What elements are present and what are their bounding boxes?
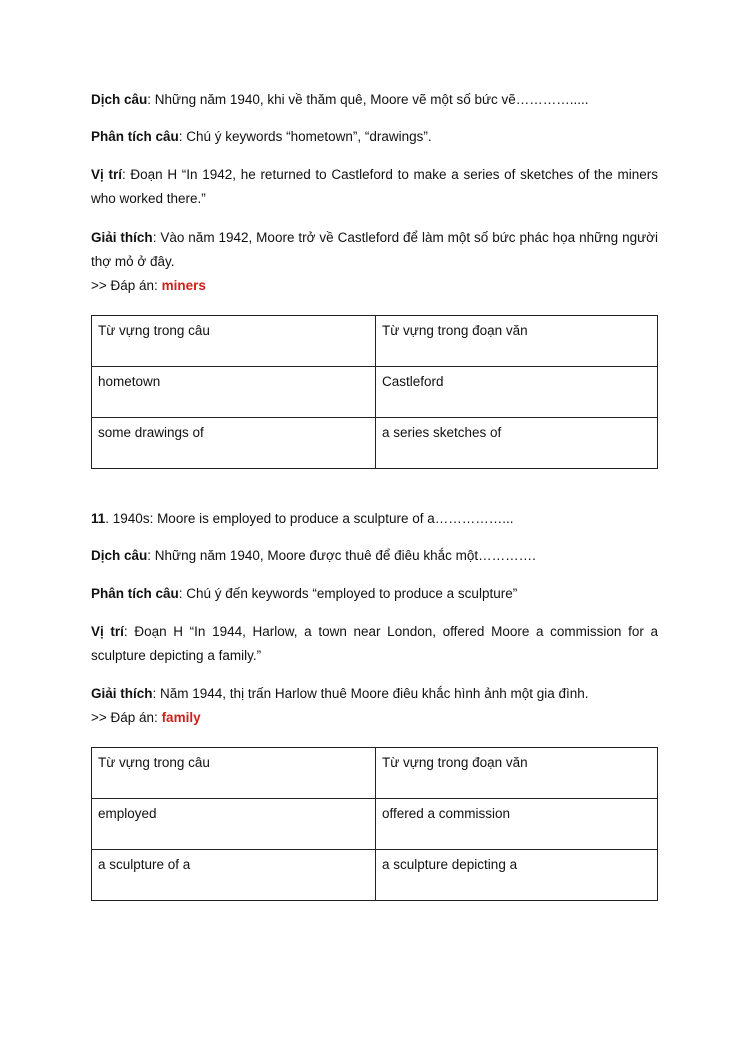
question-line [91, 507, 658, 531]
location-line [91, 163, 658, 211]
analysis-label: Phân tích câu [91, 586, 179, 601]
explanation-text: : Năm 1944, thị trấn Harlow thuê Moore điêu khắc hình ảnh một gia đình. [152, 686, 589, 701]
answer-value: family [161, 710, 201, 725]
table-header-cell: Từ vựng trong đoạn văn [376, 748, 658, 799]
table-cell: offered a commission [376, 799, 658, 850]
table-header-cell: Từ vựng trong câu [92, 316, 376, 367]
analysis-text: : Chú ý keywords “hometown”, “drawings”. [178, 129, 432, 144]
answer-prefix: >> Đáp án: [91, 278, 162, 293]
answer-value: miners [161, 278, 206, 293]
vocab-table [91, 315, 658, 469]
analysis-text: : Chú ý đến keywords “employed to produce a sculpture” [178, 586, 518, 601]
table-cell: employed [92, 799, 376, 850]
table-cell: a sculpture depicting a [376, 850, 658, 901]
table-row [92, 418, 658, 469]
location-text: : Đoạn H “In 1944, Harlow, a town near London, offered Moore a commission for a sculpture depicting a family.” [91, 624, 659, 663]
table-header-cell: Từ vựng trong câu [92, 748, 376, 799]
answer-line [91, 706, 658, 730]
translation-line [91, 88, 658, 112]
question-text: . 1940s: Moore is employed to produce a sculpture of a……………... [105, 511, 514, 526]
table-header-row [92, 748, 658, 799]
analysis-line [91, 582, 658, 606]
table-cell: Castleford [376, 367, 658, 418]
answer-line [91, 274, 658, 298]
location-line [91, 620, 658, 668]
question-number: 11 [91, 511, 106, 526]
table-header-cell: Từ vựng trong đoạn văn [376, 316, 658, 367]
translation-label: Dịch câu [91, 548, 148, 563]
explanation-label: Giải thích [91, 230, 153, 245]
explanation-line [91, 682, 658, 706]
translation-text: : Những năm 1940, Moore được thuê để điêu khắc một…………. [147, 548, 536, 563]
explanation-label: Giải thích [91, 686, 153, 701]
table-row [92, 367, 658, 418]
location-label: Vị trí [91, 624, 124, 639]
table-cell: a series sketches of [376, 418, 658, 469]
table-cell: a sculpture of a [92, 850, 376, 901]
location-text: : Đoạn H “In 1942, he returned to Castleford to make a series of sketches of the miners who worked there.” [91, 167, 658, 206]
vocab-table [91, 747, 658, 901]
table-row [92, 799, 658, 850]
table-header-row [92, 316, 658, 367]
analysis-line [91, 125, 658, 149]
explanation-line [91, 226, 658, 274]
location-label: Vị trí [91, 167, 122, 182]
translation-text: : Những năm 1940, khi về thăm quê, Moore vẽ một số bức vẽ…………..... [147, 92, 589, 107]
explanation-text: : Vào năm 1942, Moore trở về Castleford để làm một số bức phác họa những người thợ mỏ ở đây. [91, 230, 658, 269]
translation-line [91, 544, 658, 568]
translation-label: Dịch câu [91, 92, 148, 107]
table-cell: hometown [92, 367, 376, 418]
analysis-label: Phân tích câu [91, 129, 179, 144]
table-row [92, 850, 658, 901]
answer-prefix: >> Đáp án: [91, 710, 162, 725]
table-cell: some drawings of [92, 418, 376, 469]
